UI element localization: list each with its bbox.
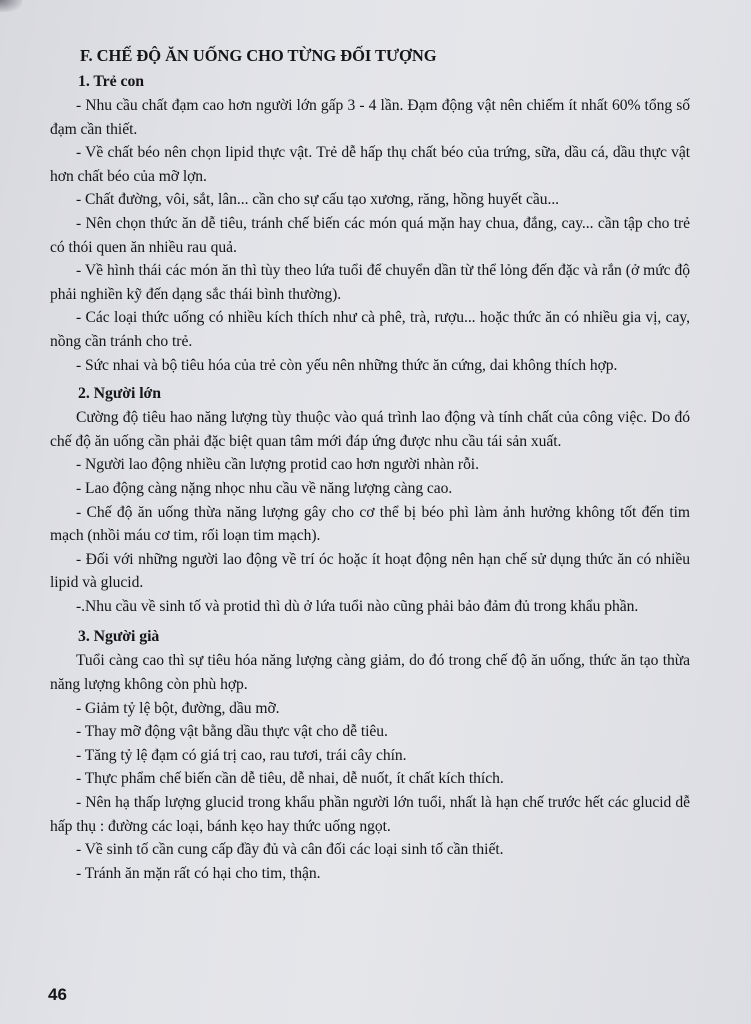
paragraph: - Thực phẩm chế biến cần dễ tiêu, dễ nhai, dễ nuốt, ít chất kích thích.	[76, 770, 504, 788]
paragraph: - Tránh ăn mặn rất có hại cho tim, thận.	[76, 864, 321, 882]
paragraph: - Nên hạ thấp lượng glucid trong khẩu phần người lớn tuổi, nhất là hạn chế trước hết các glucid dễ hấp thụ : đường các loại, bánh kẹo hay thức uống ngọt.	[50, 794, 690, 835]
paragraph: Cường độ tiêu hao năng lượng tùy thuộc vào quá trình lao động và tính chất của công việc. Do đó chế độ ăn uống cần phải đặc biệt quan tâm mới đáp ứng được nhu cầu tái sản xuất.	[50, 409, 690, 450]
paragraph: Tuổi càng cao thì sự tiêu hóa năng lượng càng giảm, do đó trong chế độ ăn uống, thức ăn tạo thừa năng lượng không còn phù hợp.	[50, 652, 690, 694]
page-text	[50, 42, 690, 885]
page-corner-shadow	[0, 0, 22, 12]
paragraph: - Chất đường, vôi, sắt, lân... cần cho sự cấu tạo xương, răng, hồng huyết cầu...	[76, 191, 560, 209]
paragraph: -.Nhu cầu về sinh tố và protid thì dù ở lứa tuổi nào cũng phải bảo đảm đủ trong khẩu phần.	[76, 597, 639, 615]
section-title: F. CHẾ ĐỘ ĂN UỐNG CHO TỪNG ĐỐI TƯỢNG	[80, 46, 437, 65]
paragraph: - Về chất béo nên chọn lipid thực vật. Trẻ dễ hấp thụ chất béo của trứng, sữa, dầu cá, dầu thực vật hơn chất béo của mỡ lợn.	[50, 144, 690, 185]
paragraph: - Tăng tỷ lệ đạm có giá trị cao, rau tươi, trái cây chín.	[76, 746, 407, 764]
paragraph: - Nên chọn thức ăn dễ tiêu, tránh chế biến các món quá mặn hay chua, đắng, cay... cần tập cho trẻ có thói quen ăn nhiều rau quả.	[50, 214, 690, 256]
page-number: 46	[48, 985, 67, 1004]
paragraph: - Lao động càng nặng nhọc nhu cầu về năng lượng càng cao.	[76, 479, 453, 497]
paragraph: - Về hình thái các món ăn thì tùy theo lứa tuổi để chuyển dần từ thể lỏng đến đặc và rắn (ở mức độ phải nghiền kỹ đến dạng sắc thái bình thường).	[50, 262, 690, 303]
paragraph: - Các loại thức uống có nhiều kích thích như cà phê, trà, rượu... hoặc thức ăn có nhiều gia vị, cay, nồng cần tránh cho trẻ.	[50, 309, 690, 350]
paragraph: - Người lao động nhiều cần lượng protid cao hơn người nhàn rỗi.	[76, 456, 479, 474]
paragraph: - Sức nhai và bộ tiêu hóa của trẻ còn yếu nên những thức ăn cứng, dai không thích hợp.	[76, 356, 618, 374]
paragraph: - Giảm tỷ lệ bột, đường, dầu mỡ.	[76, 699, 280, 717]
paragraph: - Chế độ ăn uống thừa năng lượng gây cho cơ thể bị béo phì làm ảnh hưởng không tốt đến tim mạch (nhồi máu cơ tim, rối loạn tim mạch).	[50, 503, 690, 545]
paragraph: - Thay mỡ động vật bằng dầu thực vật cho dễ tiêu.	[76, 723, 388, 741]
subsection-heading-children: 1. Trẻ con	[78, 73, 145, 90]
subsection-heading-elderly: 3. Người già	[78, 628, 160, 646]
paragraph: - Nhu cầu chất đạm cao hơn người lớn gấp 3 - 4 lần. Đạm động vật nên chiếm ít nhất 60% tổng số đạm cần thiết.	[50, 97, 690, 138]
paragraph: - Đối với những người lao động về trí óc hoặc ít hoạt động nên hạn chế sử dụng thức ăn có nhiều lipid và glucid.	[50, 550, 690, 592]
subsection-heading-adults: 2. Người lớn	[78, 385, 161, 403]
paragraph: - Về sinh tố cần cung cấp đầy đủ và cân đối các loại sinh tố cần thiết.	[76, 841, 504, 859]
